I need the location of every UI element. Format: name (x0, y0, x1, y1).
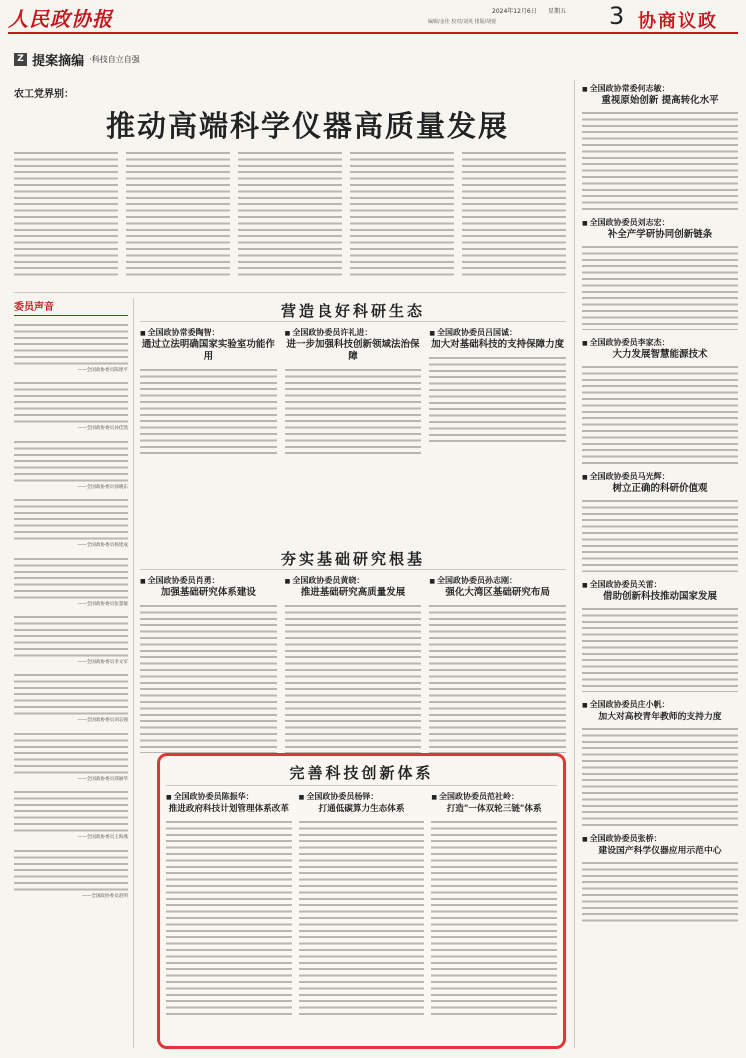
article (140, 328, 277, 455)
list-item (14, 614, 128, 666)
lead-body-col (462, 150, 566, 280)
masthead (0, 0, 746, 34)
article (299, 792, 425, 1019)
section-title: 营造良好科研生态 (140, 300, 566, 322)
section-title: 夯实基础研究根基 (140, 548, 566, 570)
article-author: ■ 全国政协委员杨铎： (299, 792, 425, 803)
list-item (14, 322, 128, 374)
section-innovation-system (157, 753, 566, 1049)
article-headline: 建设国产科学仪器应用示范中心 (598, 846, 722, 856)
lead-headline: 推动高端科学仪器高质量发展 (106, 109, 510, 143)
sidebar-left-title: 委员声音 (14, 298, 128, 316)
vertical-divider (574, 80, 575, 1048)
list-item (14, 380, 128, 432)
article (429, 576, 566, 753)
list-item (582, 834, 738, 922)
article-headline: 强化大湾区基础研究布局 (445, 587, 550, 598)
editor-line: 编辑/金佳 校对/刘英 排版/胡悦 (428, 19, 497, 25)
list-item (14, 789, 128, 841)
article (140, 576, 277, 753)
item-signature: ——全国政协委员赵明 (82, 893, 128, 899)
item-signature: ——全国政协委员刘志强 (77, 718, 128, 724)
article-author: ■ 全国政协委员许礼进： (285, 328, 422, 339)
article (285, 576, 422, 753)
article-headline: 推进基础研究高质量发展 (300, 587, 406, 598)
article-author: ■ 全国政协委员肖勇： (140, 576, 277, 587)
article-headline: 通过立法明确国家实验室功能作用 (141, 339, 275, 362)
column-title-sub: ·科技自立自强 (89, 55, 140, 64)
article-author: ■ 全国政协委员关雷： (582, 580, 738, 591)
list-item (14, 556, 128, 608)
item-signature: ——全国政协委员王海燕 (77, 835, 128, 841)
sidebar-right (582, 84, 738, 1048)
section-scientific-ecology (140, 300, 566, 450)
article-headline: 打通低碳算力生态体系 (318, 804, 405, 814)
lead-body-col (126, 150, 230, 280)
article-headline: 重视原始创新 提高转化水平 (601, 95, 719, 106)
article-author: ■ 全国政协委员孙志刚： (429, 576, 566, 587)
sidebar-left-items (14, 322, 128, 900)
lead-body-col (350, 150, 454, 280)
item-signature: ——全国政协委员杨建成 (77, 543, 128, 549)
list-item (582, 700, 738, 826)
article-headline: 补全产学研协同创新链条 (607, 229, 713, 240)
list-item (14, 731, 128, 783)
article-author: ■ 全国政协委员李家杰： (582, 338, 738, 349)
divider (14, 292, 566, 293)
list-item (14, 497, 128, 549)
weekday: 星期五 (548, 8, 567, 15)
article-author: ■ 全国政协委员黄晓： (285, 576, 422, 587)
article-author: ■ 全国政协委员吕国诚： (429, 328, 566, 339)
item-signature: ——全国政协委员郑丽华 (77, 776, 128, 782)
item-signature: ——全国政协委员张慧敏 (77, 601, 128, 607)
article-headline: 树立正确的科研价值观 (612, 483, 708, 494)
list-item (582, 580, 738, 692)
page-number: 3 (609, 2, 625, 30)
lead-article (14, 70, 566, 288)
article-headline: 加大对高校青年教师的支持力度 (598, 712, 722, 722)
item-signature: ——全国政协委员孙佳凯 (77, 426, 128, 432)
item-signature: ——全国政协委员陈建平 (77, 368, 128, 373)
list-item (14, 672, 128, 724)
column-title (14, 49, 140, 69)
article-headline: 加大对基础科技的支持保障力度 (431, 339, 565, 350)
article-author: ■ 全国政协委员马光辉： (582, 472, 738, 483)
article-headline: 进一步加强科技创新领域法治保障 (286, 339, 420, 362)
section-title: 完善科技创新体系 (166, 762, 557, 786)
article-author: ■ 全国政协委员庄小帆： (582, 700, 738, 711)
article-author: ■ 全国政协委员刘志宏： (582, 218, 738, 229)
section-basic-research (140, 548, 566, 748)
article-author: ■ 全国政协委员陈振华： (166, 792, 292, 803)
article-author: ■ 全国政协委员范社岭： (431, 792, 557, 803)
lead-body (14, 150, 566, 282)
lead-body-col (238, 150, 342, 280)
article (285, 328, 422, 455)
lead-body-col (14, 150, 118, 280)
list-item (582, 84, 738, 210)
list-item (582, 218, 738, 330)
section-name: 协商议政 (638, 11, 718, 32)
article-author: ■ 全国政协委员张桥： (582, 834, 738, 845)
list-item (14, 439, 128, 491)
article-headline: 大力发展智慧能源技术 (612, 349, 708, 360)
column-badge: Z (14, 53, 27, 66)
article-headline: 借助创新科技推动国家发展 (602, 591, 717, 602)
sidebar-left (14, 298, 128, 1046)
list-item (14, 848, 128, 900)
list-item (582, 472, 738, 572)
item-signature: ——全国政协委员徐晓东 (77, 484, 128, 490)
article-author: ■ 全国政协常委陶智： (140, 328, 277, 339)
article-headline: 推进政府科技计划管理体系改革 (168, 804, 289, 814)
article (429, 328, 566, 455)
lead-author: 农工党界别： (14, 89, 74, 100)
list-item (582, 338, 738, 464)
date: 2024年12月6日 (492, 8, 537, 15)
column-title-text: 提案摘编 (32, 54, 85, 69)
article-headline: 加强基础研究体系建设 (160, 587, 256, 598)
masthead-rule (8, 32, 738, 34)
article (431, 792, 557, 1019)
article (166, 792, 292, 1019)
vertical-divider (133, 298, 134, 1048)
item-signature: ——全国政协委员李文军 (77, 660, 128, 666)
article-headline: 打造"一体双轮三链"体系 (446, 804, 542, 814)
logo: 人民政协报 (8, 7, 113, 31)
article-author: ■ 全国政协常委何志敏： (582, 84, 738, 95)
